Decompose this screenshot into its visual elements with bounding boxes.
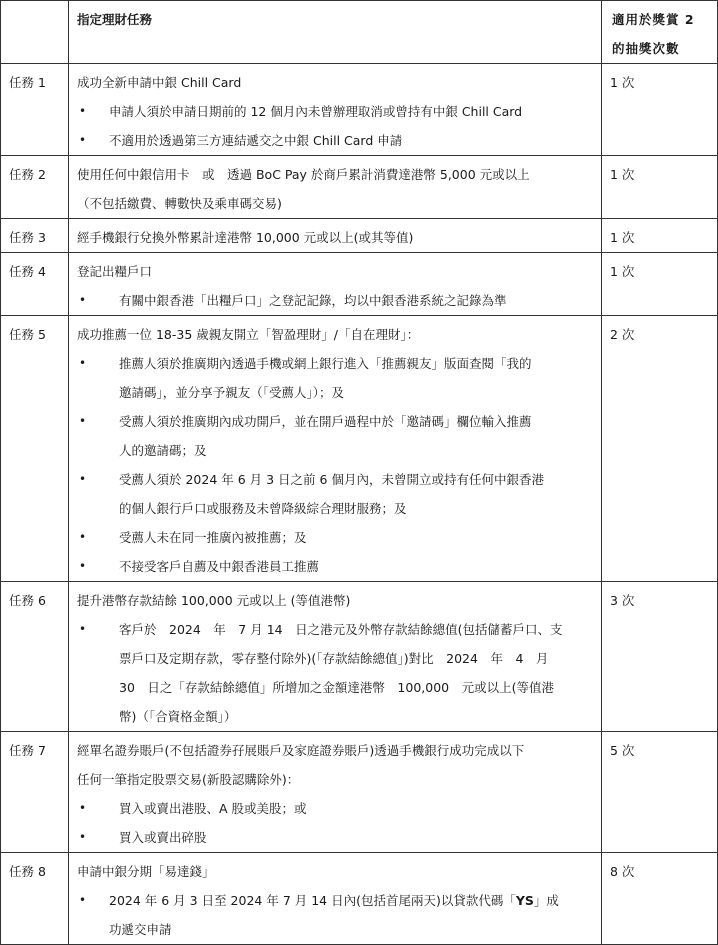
task-draws: 1 次 (602, 253, 718, 316)
header-draws (602, 1, 718, 64)
bullet-text (119, 615, 595, 731)
task-title-line2: 任何一筆指定股票交易(新股認購除外)： (77, 772, 300, 787)
bullet-item (77, 126, 595, 155)
task-title: 成功推薦一位 18-35 歲親友開立「智盈理財」/「自在理財」： (77, 327, 420, 342)
task-draws: 3 次 (602, 582, 718, 732)
bullet-line: 票戶口及定期存款，零存整付除外)(「存款結餘總值」)對比 2024 年 4 月 (119, 651, 549, 666)
task-row-3 (1, 219, 718, 253)
bullet-item (77, 886, 595, 944)
task-draws: 1 次 (602, 219, 718, 253)
bullet-line: 受薦人須於 2024 年 6 月 3 日之前 6 個月內，未曾開立或持有任何中銀香港 (119, 472, 544, 487)
bullet-item (77, 823, 595, 852)
bullet-item (77, 465, 595, 523)
bullet-text-post: 」成 (533, 893, 559, 908)
bullet-item (77, 794, 595, 823)
task-title: 提升港幣存款結餘 100,000 元或以上 (等值港幣) (77, 593, 351, 608)
task-title-line1: 經單名證券賬戶(不包括證券孖展賬戶及家庭證券賬戶)透過手機銀行成功完成以下 (77, 743, 525, 758)
task-id: 任務 1 (1, 64, 69, 156)
bullet-icon: • (79, 830, 87, 844)
task-desc (69, 853, 602, 945)
bullet-icon: • (79, 893, 87, 907)
task-id: 任務 6 (1, 582, 69, 732)
bullet-item (77, 615, 595, 731)
bullet-item (77, 286, 595, 315)
bullet-icon: • (79, 133, 87, 147)
bullet-icon: • (79, 356, 87, 370)
task-row-5 (1, 316, 718, 582)
task-draws: 5 次 (602, 732, 718, 853)
header-draws-line1: 適用於獎賞 2 (612, 12, 695, 27)
bullet-text: 受薦人未在同一推廣內被推薦；及 (119, 530, 307, 545)
task-title-line2: （不包括繳費、轉數快及乘車碼交易) (77, 196, 282, 211)
bullet-text (119, 349, 595, 407)
task-row-2 (1, 156, 718, 219)
bullet-text: 有關中銀香港「出糧戶口」之登記記錄，均以中銀香港系統之記錄為準 (119, 293, 507, 308)
task-desc (69, 316, 602, 582)
task-draws: 1 次 (602, 64, 718, 156)
task-row-4 (1, 253, 718, 316)
task-row-7 (1, 732, 718, 853)
header-draws-line2: 的抽獎次數 (612, 41, 680, 56)
task-title: 經手機銀行兌換外幣累計達港幣 10,000 元或以上(或其等值) (77, 230, 414, 245)
task-draws: 1 次 (602, 156, 718, 219)
bullet-icon: • (79, 622, 87, 636)
bullet-line: 受薦人須於推廣期內成功開戶，並在開戶過程中於「邀請碼」欄位輸入推薦 (119, 414, 532, 429)
bullet-text (119, 465, 595, 523)
task-title: 登記出糧戶口 (77, 264, 153, 279)
task-desc (69, 156, 602, 219)
bullet-item (77, 407, 595, 465)
task-desc (69, 732, 602, 853)
task-desc (69, 582, 602, 732)
bullet-text-pre: 2024 年 6 月 3 日至 2024 年 7 月 14 日內(包括首尾兩天)以貸款代碼「 (109, 893, 516, 908)
bullet-icon: • (79, 104, 87, 118)
task-title: 成功全新申請中銀 Chill Card (77, 75, 242, 90)
task-title: 申請中銀分期「易達錢」 (77, 864, 215, 879)
bullet-line: 邀請碼」，並分享予親友（「受薦人」）；及 (119, 385, 345, 400)
bullet-text: 申請人須於申請日期前的 12 個月內未曾辦理取消或曾持有中銀 Chill Card (109, 104, 523, 119)
bullet-text (109, 886, 595, 944)
task-id: 任務 7 (1, 732, 69, 853)
task-id: 任務 2 (1, 156, 69, 219)
bullet-line: 功遞交申請 (109, 922, 172, 937)
bullet-item (77, 349, 595, 407)
bullet-text (119, 407, 595, 465)
bullet-text: 不接受客戶自薦及中銀香港員工推薦 (119, 559, 320, 574)
bullet-line: 客戶於 2024 年 7 月 14 日之港元及外幣存款結餘總值(包括儲蓄戶口、支 (119, 622, 563, 637)
loan-code: YS (515, 893, 534, 908)
task-title-line1: 使用任何中銀信用卡 或 透過 BoC Pay 於商戶累計消費達港幣 5,000 元或以上 (77, 167, 530, 182)
task-id: 任務 8 (1, 853, 69, 945)
bullet-icon: • (79, 801, 87, 815)
task-draws: 2 次 (602, 316, 718, 582)
task-id: 任務 5 (1, 316, 69, 582)
task-draws: 8 次 (602, 853, 718, 945)
bullet-line: 30 日之「存款結餘總值」所增加之金額達港幣 100,000 元或以上(等值港 (119, 680, 554, 695)
bullet-item (77, 523, 595, 552)
task-id: 任務 4 (1, 253, 69, 316)
header-row (1, 1, 718, 64)
bullet-line: 的個人銀行戶口或服務及未曾降級綜合理財服務；及 (119, 501, 407, 516)
header-task: 指定理財任務 (69, 1, 602, 64)
task-row-6 (1, 582, 718, 732)
bullet-icon: • (79, 559, 87, 573)
bullet-item (77, 552, 595, 581)
bullet-icon: • (79, 530, 87, 544)
bullet-line: 幣)（「合資格金額」） (119, 709, 237, 724)
bullet-line: 推薦人須於推廣期內透過手機或網上銀行進入「推薦親友」版面查閱「我的 (119, 356, 532, 371)
task-id: 任務 3 (1, 219, 69, 253)
header-empty-cell (1, 1, 69, 64)
task-desc (69, 219, 602, 253)
bullet-icon: • (79, 472, 87, 486)
bullet-text: 買入或賣出碎股 (119, 830, 207, 845)
task-desc (69, 64, 602, 156)
bullet-item (77, 97, 595, 126)
bullet-icon: • (79, 414, 87, 428)
task-desc (69, 253, 602, 316)
bullet-text: 買入或賣出港股、A 股或美股；或 (119, 801, 307, 816)
bullet-line: 人的邀請碼；及 (119, 443, 207, 458)
task-row-1 (1, 64, 718, 156)
bullet-text: 不適用於透過第三方連結遞交之中銀 Chill Card 申請 (109, 133, 403, 148)
task-row-8 (1, 853, 718, 945)
bullet-icon: • (79, 293, 87, 307)
